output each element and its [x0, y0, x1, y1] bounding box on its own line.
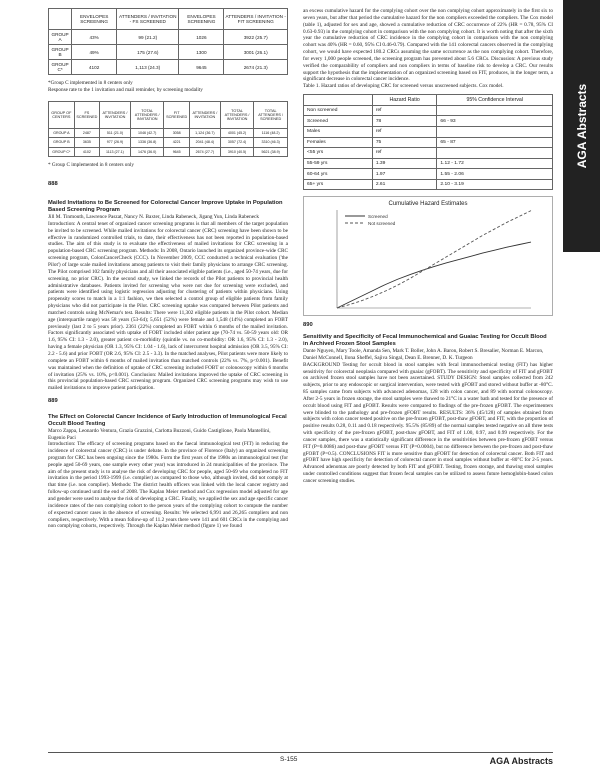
- table-cell: 2487: [74, 129, 99, 138]
- left-column: [48, 8, 288, 530]
- row-label: 60-64 yrs: [304, 169, 373, 180]
- abstract-body: Introduction: The efficacy of screening programs based on the faecal immunological test (FIT) in reducing the incidence of colorectal cancer (CRC) is under debate. In the province of Florence (Italy) an organized screening program for CRC has been ongoing since the 1980s. Form the first years of the 1980s an immunological test (for people aged 50-69 years, one sample every other year) was introduced in 24 municipalities of the province. The aim of the present study is to analyse the risk of developing CRC for people, aged 50-69 who completed no FIT invitation in the period 1993-1999 (i.e. complier) as compared to those who, although invited, did not comply at that time (i.e. non complier). Methods: The district health officers was linked with the local cancer registry and follow-up continued until the end of 2008. The Kaplan Meier method and Cox regression model adjusted for age and gender were used to analyse the risk of developing a CRC. Finally, we applied the sex and age specific cancer incidence rates of the non complying cohort to the person years of the complying cohort to compute the number of expected cancer cases in the absence of screening. Results: We selected 6,991 and 26,265 compliers and non compliers, respectively. With a mean follow-up of 11.2 years there were 141 and 601 CRCs in the complying and non complying cohorts, respectively. Through the Kaplan Meier method (figure 1) we found: [48, 441, 288, 530]
- hazard-ratio-table-body: [304, 105, 553, 190]
- table-cell: 1300: [179, 45, 224, 60]
- row-label: Females: [304, 137, 373, 148]
- table-footnote: *Group C implemented in 8 centers only: [48, 80, 133, 86]
- table-cell: 4221: [164, 138, 190, 147]
- table-cell: 1113 (27.1): [100, 147, 131, 156]
- table-row: [49, 129, 288, 138]
- table-row: [49, 45, 288, 60]
- table-header-cell: ATTENDERS / INVITATION - FS SCREENED: [117, 9, 179, 30]
- table-cell: 4102: [74, 147, 99, 156]
- table-row: [304, 179, 553, 190]
- row-label: GROUP A: [49, 30, 72, 45]
- table-cell: 1.39: [372, 158, 437, 169]
- table-cell: 1116 (48.2): [254, 129, 288, 138]
- legend-label-0: Screened: [368, 214, 388, 220]
- table-header-cell: ATTENDERS / INVITATION: [100, 102, 131, 129]
- abstract-title: Sensitivity and Specificity of Fecal Immunochemical and Guaiac Testing for Occult Blood in Archived Frozen Stool Samples: [303, 334, 547, 348]
- table-caption: Response rate to the 1 invitation and mail reminder, by screening modality: [48, 86, 203, 93]
- table-row: [49, 30, 288, 45]
- table-cell: 2.61: [372, 179, 437, 190]
- row-label: Screened: [304, 116, 373, 127]
- right-column: [303, 8, 553, 485]
- footer-rule: [48, 752, 553, 753]
- table-cell: ref: [372, 126, 437, 137]
- table-header-cell: TOTAL ATTENDERS / INVITATION: [130, 102, 164, 129]
- table-cell: 3310 (46.3): [254, 138, 288, 147]
- row-label: 65+ yrs: [304, 179, 373, 190]
- table-cell: 2041 (48.4): [189, 138, 220, 147]
- table-header-cell: GROUP OF CENTERS: [49, 102, 75, 129]
- table-row: [304, 169, 553, 180]
- table-cell: 2.10 - 3.19: [437, 179, 553, 190]
- abstract-number: 890: [303, 322, 313, 329]
- table-cell: 78: [372, 116, 437, 127]
- abstract-authors: Dante Nguyen, Mary Toole, Amanda Sen, Mark T. Boller, John A. Baron, Robert S. Bresalier, Norman E. Marcon, Daniel McConnell, Ilona Sheffel, Sajiva Singal, Dean E. Brenner, D. K. Turgeon: [303, 348, 544, 362]
- row-label: GROUP B: [49, 138, 75, 147]
- table-cell: 511 (21.0): [100, 129, 131, 138]
- table-cell: 3910 (40.5): [220, 147, 254, 156]
- abstract-number: 888: [48, 181, 58, 188]
- table-header-row: [49, 9, 288, 30]
- table-cell: 1.55 - 2.06: [437, 169, 553, 180]
- abstract-number: 889: [48, 398, 58, 405]
- table-header-cell: FIT SCREENED: [164, 102, 190, 129]
- row-label: GROUP B: [49, 45, 72, 60]
- table-header-cell: ENVELOPES SCREENING: [72, 9, 117, 30]
- table-cell: 1336 (36.8): [130, 138, 164, 147]
- chart-frame: [304, 197, 553, 316]
- table-cell: 43%: [72, 30, 117, 45]
- table-cell: 9645: [179, 60, 224, 75]
- abstract-body: BACKGROUND Testing for occult blood in stool samples with fecal immunochemical testing (FIT) has higher sensitivity for colorectal neoplasia compared with guaiac (gFOBT). The sensitivity and specificity of FIT and gFOBT on archived frozen stool samples have not been ascertained. STUDY DESIGN: Stool samples collected from 242 subjects, prior to any endoscopic or surgical intervention, were tested with gFOBT and stored without buffer at -80°C. 85 samples came from subjects with advanced adenomas, 128 with colon cancer, and 89 with normal colonoscopy. After 2-5 years in frozen storage, the stool samples were thawed to 21°C in a water bath and tested for the presence of occult blood using FIT and gFOBT. Results were compared to findings of the pre-frozen gFOBT. The experimenters were blinded to the pathology and pre-frozen gFOBT results. RESULTS: 36% (45/128) of samples obtained from subjects with colon cancer tested positive on the pre-frozen gFOBT, post-thaw gFOBT, and FIT, with the proportion of positive results 0.28, 0.11 and 0.18 respectively. 95.5% (85/89) of the normal samples tested negative on all three tests with specificity of the pre-frozen gFOBT, post-thaw gFOBT, and FIT of 1.00, 0.97, and 0.99 respectively. For the cancer samples, there was a statistically significant difference in the sensitivities between pre-frozen gFOBT versus FIT (P=0.0086) and post-thaw gFOBT versus FIT (P=0.0004), but no difference between the pre-frozen and post-thaw gFOBT (P=0.5). CONCLUSIONS FIT is more sensitive than gFOBT for detection of colorectal cancer. Both FIT and gFOBT have high specificity for detection of colorectal cancer in stool samples without buffer at -80°C for 2-5 years. Advanced adenomas are poorly detected by both FIT and gFOBT. Testing, frozen storage, and thawing stool samples under controlled conditions suggest that frozen fecal samples can be utilized to assess future hemoglobin-based colon cancer screening studies.: [303, 361, 553, 484]
- table-cell: 4001 (45.2): [220, 129, 254, 138]
- page-number: S-155: [280, 756, 298, 763]
- table-cell: 3635: [74, 138, 99, 147]
- abstract-body-continued: an excess cumulative hazard for the complying cohort over the non complying cohort approximately in the first six to seven years, but after that period the cumulative hazard for the non compliers exceeded the compliers. The Cox model (table 1), adjusted for sex and age, showed a cumulative reduction of CRC occurrence of 22% (HR = 0.78, 95% CI 0.63-0.93) in the complying cohort in comparison with the non complying cohort. It is worth noting that after the sixth year the cumulative reduction of CRC incidence in the complying cohort in comparison with the non complying cohort was 40% (HR = 0.60, 95% CI 0.46-0.79). Compared with the 141 colorectal cancers observed in the complying cohort, we would have expected 180.2 CRCs assuming the same occurrence as the non complying cohort. Therefore, for every 1,000 people screened, the screening program has prevented about 5.6 CRCs. Discussion: A previous study verified the comparability of compliers and non compliers in terms of baseline risk to develop a CRC. Our results support the hypothesis that the implementation of an organized screening based on FIT, produces, in the longer term, a significant decrease in colorectal cancer incidence.: [303, 8, 553, 83]
- table-cell: [437, 148, 553, 159]
- table-cell: 1.12 - 1.72: [437, 158, 553, 169]
- table-cell: [437, 105, 553, 116]
- table-cell: 175 (27.6): [117, 45, 179, 60]
- table-header-cell: ENVELOPES SCREENING: [179, 9, 224, 30]
- abstract-authors: Jill M. Tinmouth, Lawrence Paszat, Nancy N. Baxter, Linda Rabeneck, Jigang Yun, Linda Rabeneck: [48, 214, 260, 221]
- table-row: [49, 138, 288, 147]
- table-cell: 2674 (27.7): [189, 147, 220, 156]
- table-row: [304, 105, 553, 116]
- section-tab: [563, 0, 600, 252]
- table-cell: 1046 (42.7): [130, 129, 164, 138]
- table-cell: 3001 (26.1): [224, 45, 288, 60]
- table-row: [49, 60, 288, 75]
- table-cell: 49%: [72, 45, 117, 60]
- table-header-cell: ATTENDERS / INVITATION - FIT SCREENING: [224, 9, 288, 30]
- table-cell: 1476 (36.0): [130, 147, 164, 156]
- hazard-ratio-table: [303, 94, 553, 190]
- table-cell: 977 (26.9): [100, 138, 131, 147]
- table-footnote: * Group C implemented in 8 centers only: [48, 161, 135, 168]
- table-row: [304, 158, 553, 169]
- table-cell: 5621 (38.9): [254, 147, 288, 156]
- table-header-cell: Hazard Ratio: [372, 95, 437, 106]
- table-cell: 1.97: [372, 169, 437, 180]
- row-label: GROUP A: [49, 129, 75, 138]
- table-header-row: [49, 102, 288, 129]
- table-caption: Table 1. Hazard ratios of developing CRC for screened versus unscreened subjects. Cox model.: [303, 83, 504, 90]
- table-cell: 9645: [164, 147, 190, 156]
- table-row: [304, 148, 553, 159]
- table-corner-cell: [49, 9, 72, 30]
- table-cell: 1,124 (36.7): [189, 129, 220, 138]
- table-header-cell: TOTAL ATTENDERS / SCREENED: [254, 102, 288, 129]
- table-cell: 1,113 (24.3): [117, 60, 179, 75]
- journal-name: AGA Abstracts: [489, 756, 553, 766]
- table-cell: ref: [372, 105, 437, 116]
- row-label: GROUP C*: [49, 147, 75, 156]
- series-line-0: [337, 242, 531, 308]
- table-cell: [437, 126, 553, 137]
- table-cell: 99 (21.2): [117, 30, 179, 45]
- row-label: GROUP C*: [49, 60, 72, 75]
- table-corner-cell: [304, 95, 373, 106]
- cumulative-hazard-chart: [303, 196, 553, 316]
- abstract-authors: Marco Zappa, Leonardo Ventura, Grazia Grazzini, Carlotta Buzzoni, Guido Castiglione, Paola Mantellini, Eugenio Paci: [48, 428, 271, 441]
- table-cell: 1026: [179, 30, 224, 45]
- abstract-title: Mailed Invitations to Be Screened for Colorectal Cancer Improve Uptake in Population Based Screening Program: [48, 200, 283, 214]
- table-cell: ref: [372, 148, 437, 159]
- row-label: 55-59 yrs: [304, 158, 373, 169]
- table-cell: 65 - 87: [437, 137, 553, 148]
- row-label: Males: [304, 126, 373, 137]
- table-cell: 75: [372, 137, 437, 148]
- table-cell: 4102: [72, 60, 117, 75]
- response-rate-table: [48, 8, 288, 75]
- chart-svg: [303, 196, 553, 316]
- table-row: [304, 116, 553, 127]
- table-cell: 2674 (21.3): [224, 60, 288, 75]
- table-cell: 3057 (72.4): [220, 138, 254, 147]
- table-header-row: [304, 95, 553, 106]
- table-header-cell: FS SCREENED: [74, 102, 99, 129]
- attenders-table: [48, 101, 288, 157]
- row-label: <55 yrs: [304, 148, 373, 159]
- table-header-cell: ATTENDERS / INVITATION: [189, 102, 220, 129]
- legend-label-1: Not screened: [368, 221, 396, 227]
- chart-title: Cumulative Hazard Estimates: [388, 201, 468, 208]
- table-cell: 3922 (25.7): [224, 30, 288, 45]
- table-row: [304, 126, 553, 137]
- abstract-title: The Effect on Colorectal Cancer Incidence of Early Introduction of Immunological Fecal Occult Blood Testing: [48, 414, 287, 428]
- section-tab-label: AGA Abstracts: [574, 83, 589, 169]
- abstract-body: Introduction: A central tenet of organized cancer screening programs is that all members of the target population be invited to be screened. While mailed invitations for colorectal cancer (CRC) screening have been shown to be effective in randomized controlled trials, to date, their effectiveness has not been reported in population-based studies. The aim of this study is to evaluate the effectiveness of mailed invitations for CRC screening in a population-based CRC screening program. Methods: In 2008, Ontario launched its organized province-wide CRC screening program, ColonCancerCheck (CCC). In November 2009, CCC conducted a technical evaluation ('the Pilot') of large scale mailed invitations among patients to visit their family physicians to arrange CRC screening. The Pilot comprised 102 family physicians and all their associated eligible patients (i.e., aged 50-74 years, due for screening, no prior CRC). In the second study, we linked the records of the Pilot patients to provincial health administrative databases. Patients invited for screening who were not due for screening were excluded, and patients were identified using logistic regression adjusting for clustering of patients within physicians. Using propensity scores to match in a 1:1 fashion, we then selected a control group of eligible patients from family physicians who did not participate in the Pilot. CRC screening uptake was compared between Pilot patients and matched controls using McNemar's test. Results: There were 11,302 eligible patients in the Pilot cohort. Median age (interquartile range) was 58 years (53-64); 5,651 (52%) were female and 1,548 (14%) completed an FOBT previously (last 2 to 5 years prior). 2361 (22%) completed an FOBT within 6 months of the mailed invitation. Factors significantly associated with uptake of FOBT included older patient age (70-74 vs. 50-59 years old: OR 1.6, 95% CI: 1.3 - 2.0), greater patient co-morbidity (quintile vs. no co-morbidity: OR 1.6, 95% CI: 1.3 - 2.0), having a female physician (OR 1.3, 95% CI: 1.04 - 1.6), lack of intercurrent hospital admission (OR 3.5, 95% CI: 2.2 - 5.6) and prior FOBT (OR 2.6, 95% CI: 2.5 - 3.3). In the matched analyses, Pilot patients were more likely to complete an FOBT within 6 months of mailed invitation than matched controls (22% vs. 7%, p<0.001). Benefit was maintained when the definition of uptake of CRC screening included FOBT or colonoscopy within 6 months of invitation (25% vs. 10%, p<0.001). Conclusion: Mailed invitations improved the uptake of CRC screening in this provincial population-based CRC screening program. Organized CRC screening programs may wish to use mailed invitations to improve patient participation.: [48, 220, 288, 392]
- table-row: [304, 137, 553, 148]
- table-cell: 66 - 93: [437, 116, 553, 127]
- table-header-cell: TOTAL ATTENDERS / INVITATION: [220, 102, 254, 129]
- table-cell: 3058: [164, 129, 190, 138]
- row-label: Non screened: [304, 105, 373, 116]
- table-header-cell: 95% Confidence Interval: [437, 95, 553, 106]
- table-row: [49, 147, 288, 156]
